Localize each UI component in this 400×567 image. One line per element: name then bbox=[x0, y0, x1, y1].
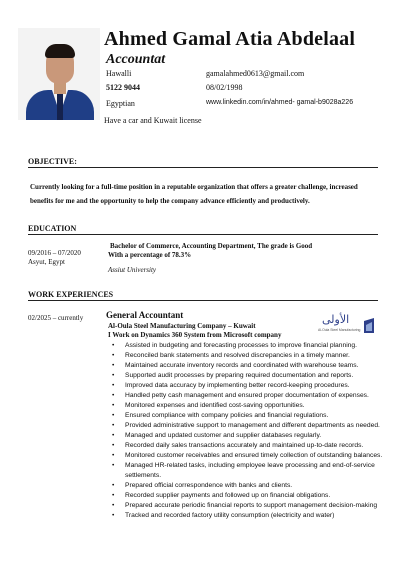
profile-photo bbox=[18, 28, 100, 120]
task-item: • Monitored expenses and identified cost-saving opportunities. bbox=[110, 401, 386, 411]
city: Hawalli bbox=[106, 69, 132, 78]
degree-line-2: With a percentage of 78.3% bbox=[108, 251, 192, 259]
task-item: • Assisted in budgeting and forecasting processes to improve financial planning. bbox=[110, 341, 386, 351]
linkedin-link[interactable]: www.linkedin.com/in/ahmed- gamal-b9028a226 bbox=[206, 99, 354, 106]
task-item: • Prepared official correspondence with banks and clients. bbox=[110, 481, 386, 491]
task-list bbox=[110, 341, 386, 521]
experience-heading: WORK EXPERIENCES bbox=[28, 290, 114, 299]
objective-heading: OBJECTIVE: bbox=[28, 157, 77, 166]
experience-dates: 02/2025 – currently bbox=[28, 314, 84, 322]
logo-text: الأولى bbox=[322, 313, 350, 326]
task-item: • Prepared accurate periodic financial reports to support management decision-making bbox=[110, 501, 386, 511]
education-divider bbox=[28, 234, 378, 235]
school-name: Assiut University bbox=[108, 266, 157, 274]
company-logo bbox=[318, 313, 378, 337]
experience-divider bbox=[28, 300, 378, 301]
degree-line-1: Bachelor of Commerce, Accounting Department, The grade is Good bbox=[110, 242, 313, 250]
task-item: • Recorded daily sales transactions accurately and maintained up-to-date records. bbox=[110, 441, 386, 451]
task-item: • Maintained accurate inventory records and coordinated with warehouse teams. bbox=[110, 361, 386, 371]
education-dates: 09/2016 – 07/2020 bbox=[28, 249, 81, 257]
task-item: • Ensured compliance with company policies and financial regulations. bbox=[110, 411, 386, 421]
task-item: • Improved data accuracy by implementing better record-keeping procedures. bbox=[110, 381, 386, 391]
date-of-birth: 08/02/1998 bbox=[206, 83, 243, 92]
task-item: • Managed HR-related tasks, including employee leave processing and end-of-service settlements. bbox=[110, 461, 386, 481]
full-name: Ahmed Gamal Atia Abdelaal bbox=[104, 28, 356, 50]
education-heading: EDUCATION bbox=[28, 224, 77, 233]
logo-caption: Al-Oula Steel Manufacturing bbox=[318, 328, 361, 332]
nationality: Egyptian bbox=[106, 99, 135, 108]
objective-divider bbox=[28, 167, 378, 168]
phone: 5122 9044 bbox=[106, 83, 140, 92]
task-item: • Recorded supplier payments and followed up on financial obligations. bbox=[110, 491, 386, 501]
task-item: • Provided administrative support to management and different departments as needed. bbox=[110, 421, 386, 431]
task-item: • Tracked and recorded factory utility consumption (electricity and water) bbox=[110, 511, 386, 521]
task-item: • Monitored customer receivables and ensured timely collection of outstanding balances. bbox=[110, 451, 386, 461]
system-note: I Work on Dynamics 360 System from Microsoft company bbox=[108, 331, 282, 339]
role-title: General Accountant bbox=[106, 310, 184, 320]
company-name: Al-Oula Steel Manufacturing Company – Kuwait bbox=[108, 322, 256, 330]
task-item: • Handled petty cash management and ensured proper documentation of expenses. bbox=[110, 391, 386, 401]
license-note: Have a car and Kuwait license bbox=[104, 116, 202, 125]
email-link[interactable]: gamalahmed0613@gmail.com bbox=[206, 69, 305, 78]
objective-text: Currently looking for a full-time position in a reputable organization that offers a greater challenge, increased benefits for me and the opportunity to help the company advance efficiently and productively. bbox=[30, 183, 358, 205]
education-location: Asyut, Egypt bbox=[28, 258, 65, 266]
task-item: • Managed and updated customer and supplier databases regularly. bbox=[110, 431, 386, 441]
job-title: Accountat bbox=[106, 52, 166, 67]
task-item: • Reconciled bank statements and resolved discrepancies in a timely manner. bbox=[110, 351, 386, 361]
task-item: • Supported audit processes by preparing required documentation and reports. bbox=[110, 371, 386, 381]
